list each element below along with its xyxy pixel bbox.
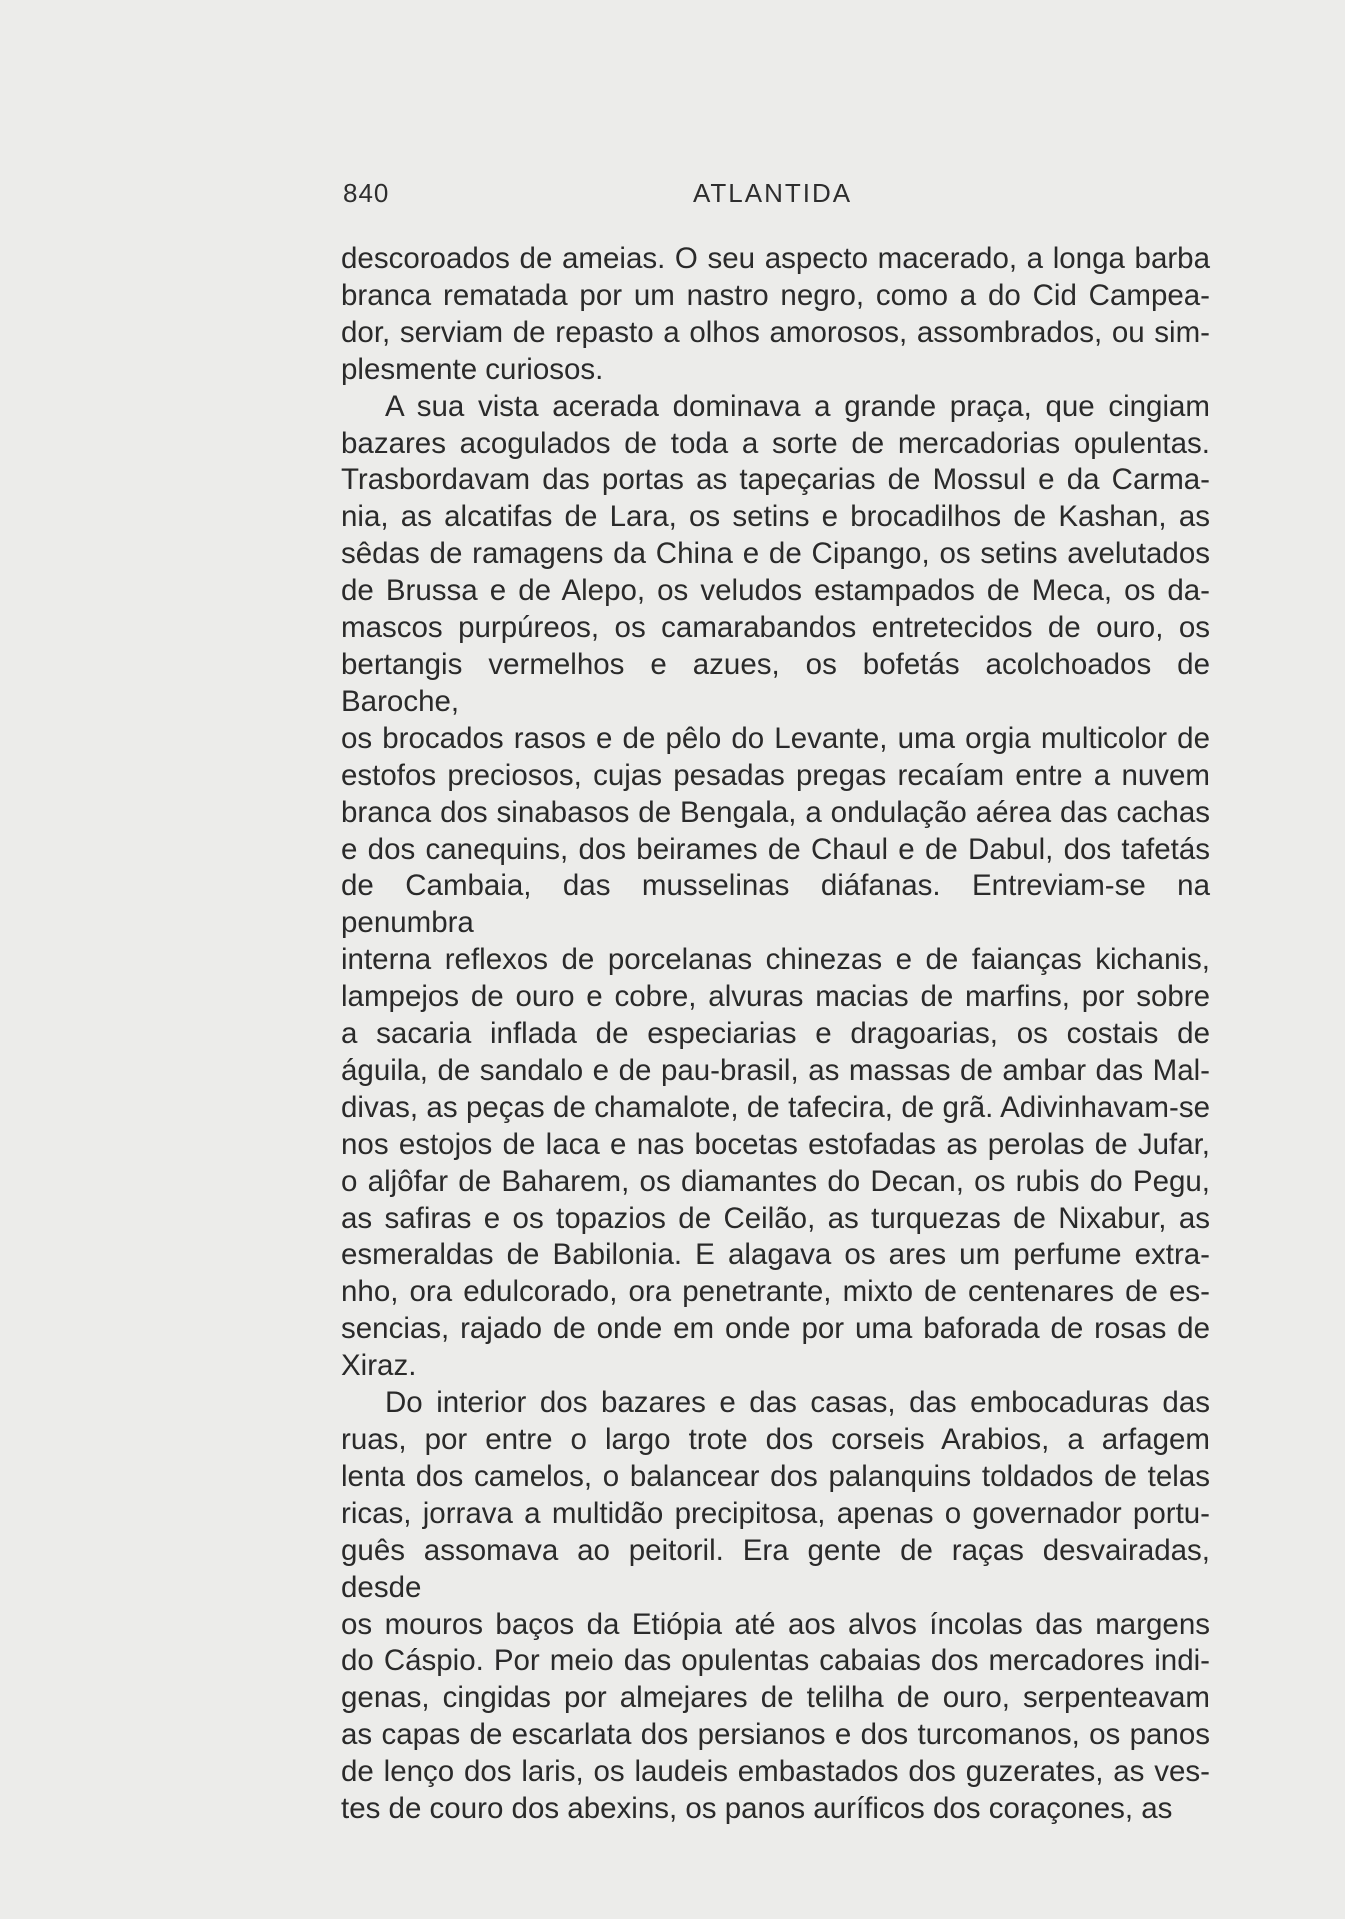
- page-header: [343, 178, 1210, 208]
- body-text: [341, 241, 1210, 1828]
- text-line: guês assomava ao peitoril. Era gente de raças desvairadas, desde: [341, 1533, 1210, 1604]
- text-line: bazares acogulados de toda a sorte de mercadorias opulentas.: [341, 426, 1210, 460]
- text-line: lenta dos camelos, o balancear dos palanquins toldados de telas: [341, 1459, 1210, 1493]
- text-line: branca rematada por um nastro negro, como a do Cid Campea-: [341, 278, 1210, 312]
- text-line: nia, as alcatifas de Lara, os setins e brocadilhos de Kashan, as: [341, 500, 1210, 534]
- text-line: esmeraldas de Babilonia. E alagava os ares um perfume extra-: [341, 1238, 1210, 1272]
- text-line: a sacaria inflada de especiarias e dragoarias, os costais de: [341, 1017, 1210, 1051]
- text-line: de lenço dos laris, os laudeis embastados dos guzerates, as ves-: [341, 1755, 1210, 1789]
- page-number: 840: [343, 178, 390, 208]
- text-line: estofos preciosos, cujas pesadas pregas recaíam entre a nuvem: [341, 758, 1210, 792]
- text-line: nho, ora edulcorado, ora penetrante, mixto de centenares de es-: [341, 1275, 1210, 1309]
- text-line: nos estojos de laca e nas bocetas estofadas as perolas de Jufar,: [341, 1127, 1210, 1161]
- running-title: ATLANTIDA: [693, 178, 853, 208]
- text-line: o aljôfar de Baharem, os diamantes do Decan, os rubis do Pegu,: [341, 1164, 1210, 1198]
- text-line: de Brussa e de Alepo, os veludos estampados de Meca, os da-: [341, 574, 1210, 608]
- text-line: dor, serviam de repasto a olhos amorosos, assombrados, ou sim-: [341, 315, 1210, 349]
- text-line: divas, as peças de chamalote, de tafecira, de grã. Adivinhavam-se: [341, 1090, 1210, 1124]
- text-line: Xiraz.: [341, 1349, 417, 1383]
- text-line: plesmente curiosos.: [341, 352, 604, 386]
- text-line: A sua vista acerada dominava a grande praça, que cingiam: [385, 389, 1210, 423]
- text-line: as capas de escarlata dos persianos e dos turcomanos, os panos: [341, 1718, 1210, 1752]
- text-line: lampejos de ouro e cobre, alvuras macias de marfins, por sobre: [341, 980, 1210, 1014]
- text-line: as safiras e os topazios de Ceilão, as turquezas de Nixabur, as: [341, 1201, 1210, 1235]
- text-line: os mouros baços da Etiópia até aos alvos íncolas das margens: [341, 1607, 1210, 1641]
- text-line: sêdas de ramagens da China e de Cipango, os setins avelutados: [341, 537, 1210, 571]
- text-line: Trasbordavam das portas as tapeçarias de Mossul e da Carma-: [341, 463, 1210, 497]
- text-line: do Cáspio. Por meio das opulentas cabaias dos mercadores indi-: [341, 1644, 1210, 1678]
- text-line: descoroados de ameias. O seu aspecto macerado, a longa barba: [341, 242, 1210, 275]
- text-line: bertangis vermelhos e azues, os bofetás acolchoados de Baroche,: [341, 647, 1210, 718]
- text-line: tes de couro dos abexins, os panos auríficos dos coraçones, as: [341, 1792, 1173, 1826]
- text-line: Do interior dos bazares e das casas, das embocaduras das: [385, 1386, 1210, 1420]
- text-line: interna reflexos de porcelanas chinezas e de faianças kichanis,: [341, 943, 1210, 977]
- text-line: sencias, rajado de onde em onde por uma baforada de rosas de: [341, 1312, 1210, 1346]
- text-line: águila, de sandalo e de pau-brasil, as massas de ambar das Mal-: [341, 1053, 1210, 1087]
- text-line: mascos purpúreos, os camarabandos entretecidos de ouro, os: [341, 611, 1210, 645]
- text-line: ricas, jorrava a multidão precipitosa, apenas o governador portu-: [341, 1496, 1210, 1530]
- text-line: branca dos sinabasos de Bengala, a ondulação aérea das cachas: [341, 795, 1210, 829]
- text-line: ruas, por entre o largo trote dos corseis Arabios, a arfagem: [341, 1423, 1210, 1456]
- text-line: de Cambaia, das musselinas diáfanas. Entreviam-se na penumbra: [341, 869, 1210, 940]
- text-line: os brocados rasos e de pêlo do Levante, uma orgia multicolor de: [341, 721, 1210, 755]
- text-line: e dos canequins, dos beirames de Chaul e de Dabul, dos tafetás: [341, 832, 1210, 866]
- text-line: genas, cingidas por almejares de telilha de ouro, serpenteavam: [341, 1681, 1210, 1715]
